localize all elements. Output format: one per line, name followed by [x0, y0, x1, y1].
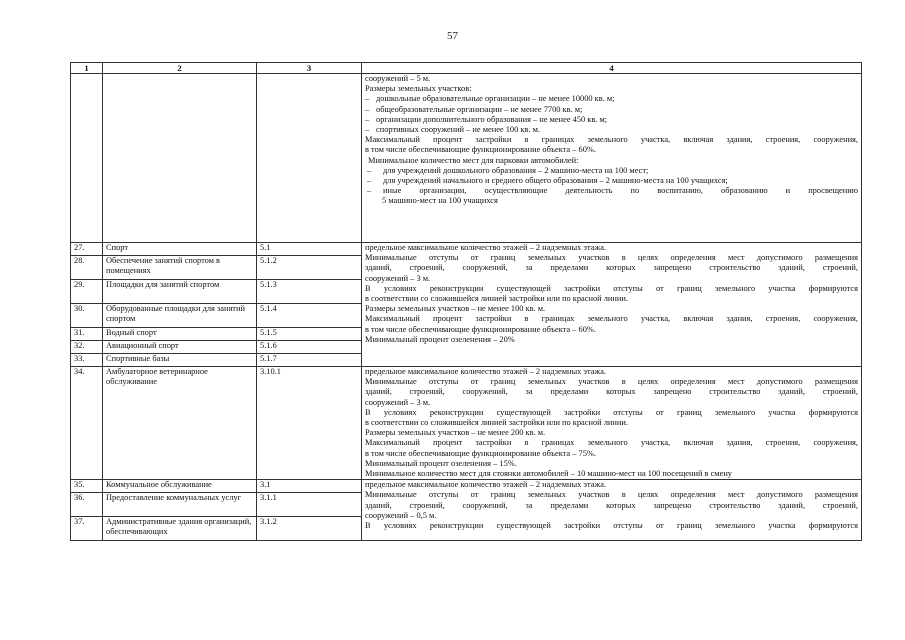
- table-row: [71, 243, 862, 256]
- text-line: В условиях реконструкции существующей застройки отступы от границ земельного участка формируются: [365, 521, 858, 531]
- col-header-2: 2: [103, 63, 257, 74]
- row-code: 5.1: [257, 243, 362, 256]
- row-name: Административные здания организаций, обеспечивающих: [103, 517, 257, 541]
- text-line: предельное максимальное количество этажей – 2 надземных этажа.: [365, 367, 607, 376]
- row-regulations: [362, 243, 862, 367]
- table-row-continuation: [71, 74, 862, 243]
- row-code: 5.1.2: [257, 256, 362, 280]
- row-code: 5.1.5: [257, 328, 362, 341]
- text-line: в том числе обеспечивающие функционирование объекта – 60%.: [365, 324, 596, 334]
- text-line: В условиях реконструкции существующей застройки отступы от границ земельного участка формируются: [365, 283, 858, 293]
- text-line: – спортивных сооружений – не менее 100 кв. м.: [365, 125, 858, 135]
- text-line: сооружений – 3 м.: [365, 273, 431, 283]
- text-line: сооружений – 5 м.: [365, 74, 431, 83]
- text-line: – дошкольные образовательные организации – не менее 10000 кв. м;: [365, 94, 858, 104]
- text-line: 5 машино-мест на 100 учащихся: [382, 196, 498, 206]
- text-line: Минимальный процент озеленения – 15%.: [365, 458, 517, 468]
- text-line: – иные организации, осуществляющие деятельность по воспитанию, образованию и просвещению: [365, 186, 858, 196]
- text-line: В условиях реконструкции существующей застройки отступы от границ земельного участка формируются: [365, 407, 858, 417]
- col-header-3: 3: [257, 63, 362, 74]
- row-name: Обеспечение занятий спортом в помещениях: [103, 256, 257, 280]
- text-line: в том числе обеспечивающие функционирование объекта – 75%.: [365, 448, 596, 458]
- row-name: Амбулаторное ветеринарное обслуживание: [103, 367, 257, 480]
- row-number: 27.: [71, 243, 103, 256]
- text-line: Минимальные отступы от границ земельных участков в целях определения мест допустимого размещения: [365, 490, 858, 500]
- row-number: 37.: [71, 517, 103, 541]
- row-code: 5.1.6: [257, 341, 362, 354]
- row-number: 32.: [71, 341, 103, 354]
- text-line: Минимальное количество мест для парковки автомобилей:: [368, 155, 579, 165]
- row-code: 3.1.1: [257, 493, 362, 517]
- text-line: – для учреждений дошкольного образования – 2 машино-места на 100 мест;: [365, 166, 858, 176]
- text-line: Максимальный процент застройки в границах земельного участка, включая здания, строения, сооружения,: [365, 438, 858, 448]
- text-line: предельное максимальное количество этажей – 2 надземных этажа.: [365, 243, 607, 252]
- text-line: Максимальный процент застройки в границах земельного участка, включая здания, строения, сооружения,: [365, 314, 858, 324]
- text-line: Размеры земельных участков – не менее 200 кв. м.: [365, 428, 546, 438]
- row-number: 31.: [71, 328, 103, 341]
- row-name: Водный спорт: [103, 328, 257, 341]
- text-line: предельное максимальное количество этажей – 2 надземных этажа.: [365, 480, 607, 490]
- text-line: в соответствии со сложившейся линией застройки или по красной линии.: [365, 294, 628, 304]
- col-header-4: 4: [362, 63, 862, 74]
- row-name: Спорт: [103, 243, 257, 256]
- text-line: Размеры земельных участков:: [365, 84, 472, 94]
- cell-regulations: [362, 74, 862, 243]
- row-name: Коммунальное обслуживание: [103, 480, 257, 493]
- cell-name: [103, 74, 257, 243]
- row-code: 5.1.4: [257, 304, 362, 328]
- cell-num: [71, 74, 103, 243]
- text-line: – общеобразовательные организации – не менее 7700 кв. м;: [365, 105, 858, 115]
- text-line: Размеры земельных участков – не менее 100 кв. м.: [365, 304, 546, 314]
- regulations-table: [70, 62, 862, 541]
- text-line: сооружений – 0,5 м.: [365, 510, 437, 520]
- row-name: Спортивные базы: [103, 354, 257, 367]
- row-number: 34.: [71, 367, 103, 480]
- row-number: 33.: [71, 354, 103, 367]
- text-line: зданий, строений, сооружений, за пределами которых запрещено строительство зданий, строений,: [365, 500, 858, 510]
- table-body: [71, 74, 862, 541]
- page-number: 57: [447, 30, 458, 42]
- text-line: зданий, строений, сооружений, за пределами которых запрещено строительство зданий, строений,: [365, 387, 858, 397]
- text-line: зданий, строений, сооружений, за пределами которых запрещено строительство зданий, строений,: [365, 263, 858, 273]
- text-line: сооружений – 3 м.: [365, 397, 431, 407]
- text-line: в том числе обеспечивающие функционирование объекта – 60%.: [365, 145, 596, 155]
- row-name: Площадки для занятий спортом: [103, 280, 257, 304]
- text-line: Минимальный процент озеленения – 20%: [365, 334, 515, 344]
- row-code: 3.1.2: [257, 517, 362, 541]
- table-header-row: [71, 63, 862, 74]
- row-number: 29.: [71, 280, 103, 304]
- row-number: 28.: [71, 256, 103, 280]
- text-line: Минимальное количество мест для стоянки автомобилей – 10 машино-мест на 100 посещений в смену: [365, 469, 732, 479]
- text-line: в соответствии со сложившейся линией застройки или по красной линии.: [365, 418, 628, 428]
- row-regulations: [362, 480, 862, 541]
- text-line: – организации дополнительного образования – не менее 450 кв. м;: [365, 115, 858, 125]
- row-number: 36.: [71, 493, 103, 517]
- row-code: 3.1: [257, 480, 362, 493]
- text-line: Максимальный процент застройки в границах земельного участка, включая здания, строения, сооружения,: [365, 135, 858, 145]
- cell-code: [257, 74, 362, 243]
- row-name: Предоставление коммунальных услуг: [103, 493, 257, 517]
- row-code: 3.10.1: [257, 367, 362, 480]
- table-row: [71, 480, 862, 493]
- text-line: Минимальные отступы от границ земельных участков в целях определения мест допустимого размещения: [365, 377, 858, 387]
- row-regulations: [362, 367, 862, 480]
- table-row: [71, 367, 862, 480]
- row-code: 5.1.7: [257, 354, 362, 367]
- row-code: 5.1.3: [257, 280, 362, 304]
- col-header-1: 1: [71, 63, 103, 74]
- row-number: 30.: [71, 304, 103, 328]
- text-line: – для учреждений начального и среднего общего образования – 2 машино-места на 100 учащихся;: [365, 176, 858, 186]
- row-number: 35.: [71, 480, 103, 493]
- text-line: Минимальные отступы от границ земельных участков в целях определения мест допустимого размещения: [365, 253, 858, 263]
- row-name: Оборудованные площадки для занятий спортом: [103, 304, 257, 328]
- row-name: Авиационный спорт: [103, 341, 257, 354]
